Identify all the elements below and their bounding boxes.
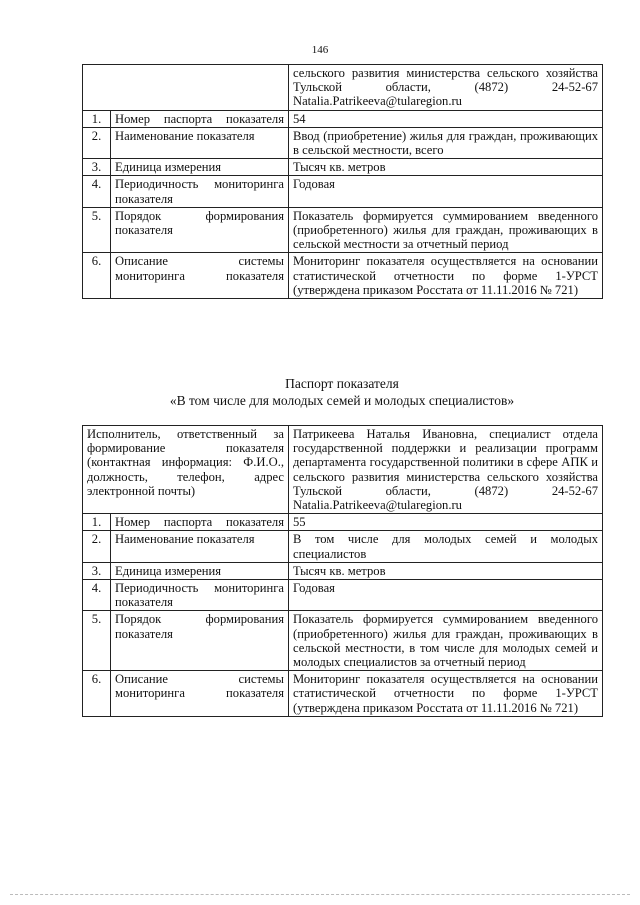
row-value: Мониторинг показателя осуществляется на основании статистической отчетности по форме 1-УРСТ (утверждена приказом Росстата от 11.11.2016 № 721) [289, 671, 603, 717]
table-row [83, 127, 603, 158]
table-row [83, 580, 603, 611]
row-label: Номер паспорта показателя [111, 514, 289, 531]
row-number: 5. [83, 207, 111, 253]
row-label: Периодичность мониторинга показателя [111, 176, 289, 207]
row-number: 3. [83, 562, 111, 579]
section-heading [82, 375, 602, 409]
row-value: Тысяч кв. метров [289, 159, 603, 176]
row-value: В том числе для молодых семей и молодых специалистов [289, 531, 603, 562]
row-number: 4. [83, 580, 111, 611]
row-label: Описание системы мониторинга показателя [111, 253, 289, 299]
row-value: Мониторинг показателя осуществляется на основании статистической отчетности по форме 1-УРСТ (утверждена приказом Росстата от 11.11.2016 № 721) [289, 253, 603, 299]
row-value: 55 [289, 514, 603, 531]
empty-label-cell [83, 65, 289, 111]
row-label: Наименование показателя [111, 127, 289, 158]
row-value: Годовая [289, 580, 603, 611]
row-label: Описание системы мониторинга показателя [111, 671, 289, 717]
row-number: 5. [83, 611, 111, 671]
contact-info-value: сельского развития министерства сельского хозяйства Тульской области, (4872) 24-52-67 Natalia.Patrikeeva@tularegion.ru [289, 65, 603, 111]
row-value: Годовая [289, 176, 603, 207]
row-label: Порядок формирования показателя [111, 611, 289, 671]
executor-value: Патрикеева Наталья Ивановна, специалист отдела государственной поддержки и реализации программ департамента государственной политики в сфере АПК и сельского развития министерства сельского хозяйства Тульской области, (4872) 24-52-67 Natalia.Patrikeeva@tularegion.ru [289, 426, 603, 514]
footer-scan-line [10, 894, 630, 895]
table-row [83, 207, 603, 253]
row-number: 1. [83, 514, 111, 531]
row-label: Единица измерения [111, 159, 289, 176]
table-row [83, 159, 603, 176]
passport-table-indicator-54 [82, 64, 603, 299]
contact-continuation-row [83, 65, 603, 111]
section-title: Паспорт показателя [285, 376, 399, 391]
row-number: 2. [83, 531, 111, 562]
table-row [83, 514, 603, 531]
executor-label: Исполнитель, ответственный за формирование показателя (контактная информация: Ф.И.О., должность, телефон, адрес электронной почты) [83, 426, 289, 514]
table-row [83, 562, 603, 579]
row-value: Показатель формируется суммированием введенного (приобретенного) жилья для граждан, проживающих в сельской местности за отчетный период [289, 207, 603, 253]
row-value: Ввод (приобретение) жилья для граждан, проживающих в сельской местности, всего [289, 127, 603, 158]
row-number: 2. [83, 127, 111, 158]
row-value: 54 [289, 110, 603, 127]
row-number: 6. [83, 671, 111, 717]
section-subtitle: «В том числе для молодых семей и молодых специалистов» [169, 393, 515, 408]
row-number: 1. [83, 110, 111, 127]
row-label: Порядок формирования показателя [111, 207, 289, 253]
row-number: 4. [83, 176, 111, 207]
row-label: Номер паспорта показателя [111, 110, 289, 127]
row-label: Наименование показателя [111, 531, 289, 562]
table-row [83, 611, 603, 671]
row-number: 6. [83, 253, 111, 299]
row-label: Периодичность мониторинга показателя [111, 580, 289, 611]
row-number: 3. [83, 159, 111, 176]
row-value: Тысяч кв. метров [289, 562, 603, 579]
row-value: Показатель формируется суммированием введенного (приобретенного) жилья для граждан, проживающих в сельской местности, в том числе для молодых семей и молодых специалистов за отчетный период [289, 611, 603, 671]
table-row [83, 253, 603, 299]
table-row [83, 110, 603, 127]
table-row [83, 176, 603, 207]
table-row [83, 671, 603, 717]
executor-row [83, 426, 603, 514]
passport-table-indicator-55 [82, 425, 603, 717]
page-number: 146 [311, 44, 329, 56]
row-label: Единица измерения [111, 562, 289, 579]
table-row [83, 531, 603, 562]
